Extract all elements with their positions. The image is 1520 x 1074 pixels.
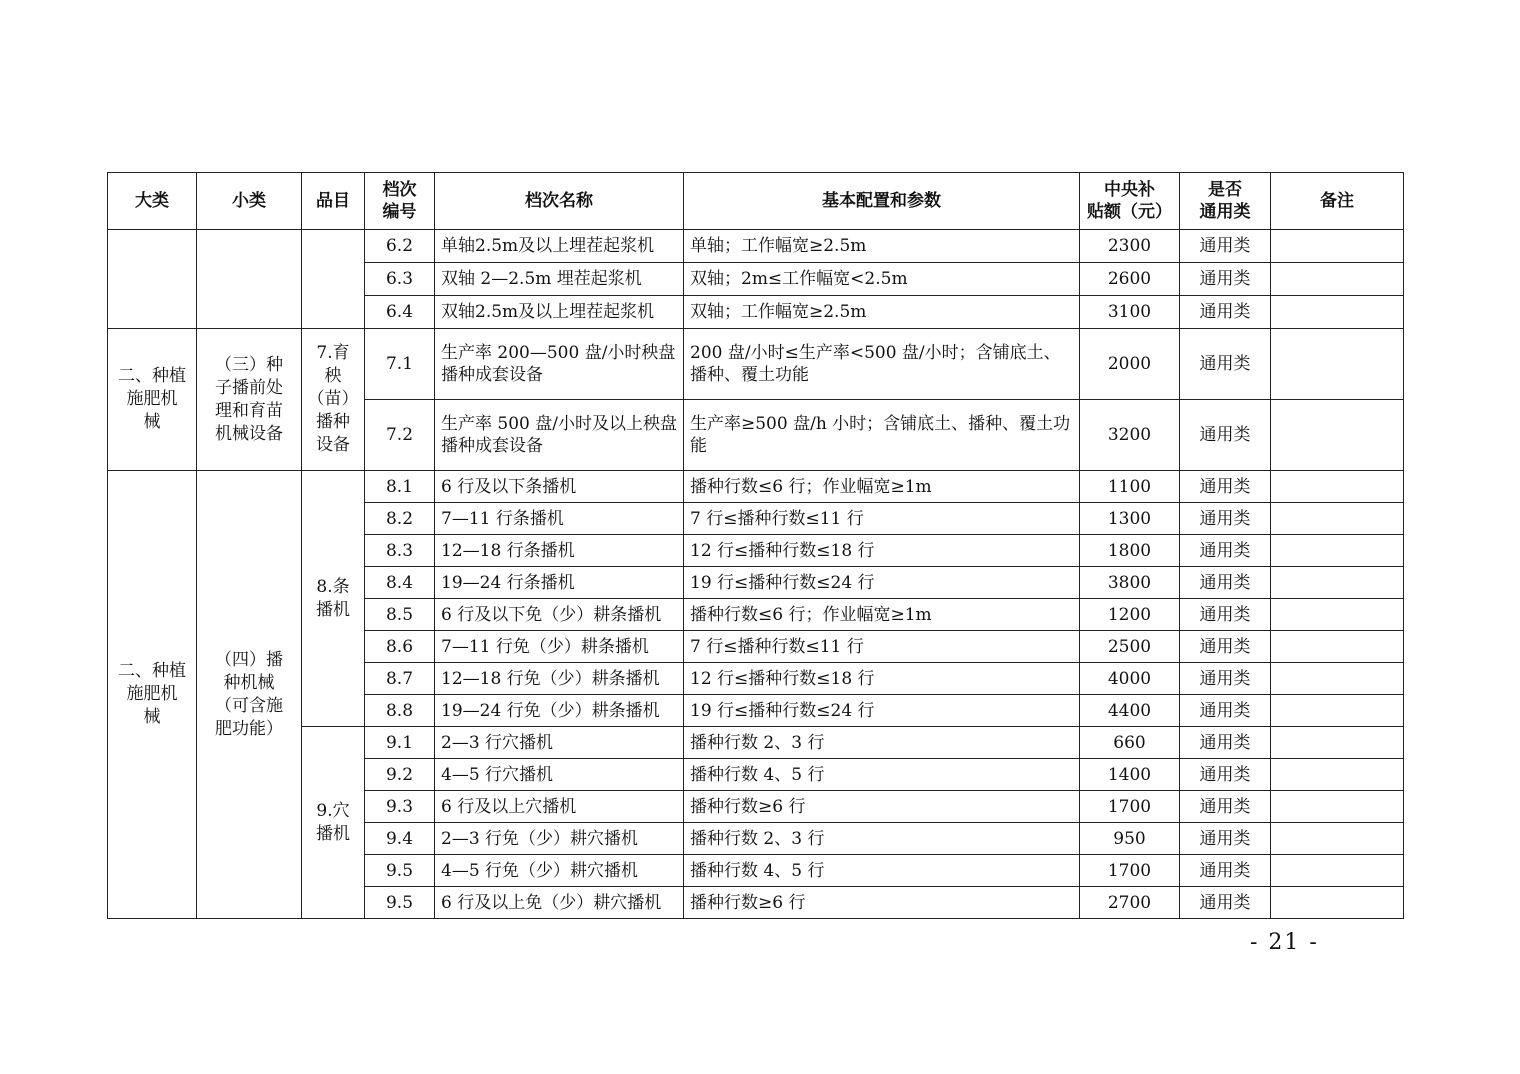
grade-name-cell: 6 行及以上穴播机: [435, 791, 684, 823]
spec-cell: 播种行数≥6 行: [684, 887, 1080, 919]
grade-name-cell: 4—5 行穴播机: [435, 759, 684, 791]
grade-code-cell: 7.2: [365, 400, 435, 471]
subsidy-amount-cell: 1200: [1080, 599, 1180, 631]
header-dalei: 大类: [108, 173, 197, 230]
header-peizhi: 基本配置和参数: [684, 173, 1080, 230]
general-type-cell: 通用类: [1180, 727, 1271, 759]
grade-code-cell: 8.2: [365, 503, 435, 535]
subsidy-amount-cell: 3100: [1080, 296, 1180, 329]
subcategory-cell: （三）种 子播前处 理和育苗 机械设备: [197, 329, 302, 471]
spec-cell: 200 盘/小时≤生产率<500 盘/小时；含铺底土、播种、覆土功能: [684, 329, 1080, 400]
grade-name-cell: 19—24 行免（少）耕条播机: [435, 695, 684, 727]
table-row: [108, 471, 1404, 503]
grade-code-cell: 9.4: [365, 823, 435, 855]
table-row: [108, 329, 1404, 400]
general-type-cell: 通用类: [1180, 887, 1271, 919]
subsidy-amount-cell: 3200: [1080, 400, 1180, 471]
general-type-cell: 通用类: [1180, 263, 1271, 296]
note-cell: [1271, 695, 1404, 727]
subsidy-amount-cell: 1100: [1080, 471, 1180, 503]
header-xiaolei: 小类: [197, 173, 302, 230]
item-cell: 7.育 秧 （苗） 播种 设备: [302, 329, 365, 471]
note-cell: [1271, 791, 1404, 823]
page-number: - 21 -: [1250, 930, 1319, 955]
general-type-cell: 通用类: [1180, 503, 1271, 535]
note-cell: [1271, 599, 1404, 631]
grade-code-cell: 8.1: [365, 471, 435, 503]
header-row: [108, 173, 1404, 230]
general-type-cell: 通用类: [1180, 567, 1271, 599]
general-type-cell: 通用类: [1180, 759, 1271, 791]
note-cell: [1271, 471, 1404, 503]
spec-cell: 播种行数≥6 行: [684, 791, 1080, 823]
spec-cell: 播种行数 4、5 行: [684, 759, 1080, 791]
grade-code-cell: 6.3: [365, 263, 435, 296]
general-type-cell: 通用类: [1180, 823, 1271, 855]
general-type-cell: 通用类: [1180, 599, 1271, 631]
subsidy-amount-cell: 1400: [1080, 759, 1180, 791]
grade-name-cell: 双轴2.5m及以上埋茬起浆机: [435, 296, 684, 329]
spec-cell: 双轴；工作幅宽≥2.5m: [684, 296, 1080, 329]
subsidy-amount-cell: 1700: [1080, 855, 1180, 887]
item-cell: [302, 230, 365, 329]
note-cell: [1271, 503, 1404, 535]
subsidy-amount-cell: 1800: [1080, 535, 1180, 567]
subsidy-table: [107, 172, 1404, 919]
grade-code-cell: 9.1: [365, 727, 435, 759]
note-cell: [1271, 727, 1404, 759]
grade-code-cell: 9.2: [365, 759, 435, 791]
subcategory-cell: [197, 230, 302, 329]
subsidy-amount-cell: 2700: [1080, 887, 1180, 919]
general-type-cell: 通用类: [1180, 400, 1271, 471]
item-cell: 9.穴 播机: [302, 727, 365, 919]
grade-name-cell: 6 行及以下条播机: [435, 471, 684, 503]
subsidy-amount-cell: 2600: [1080, 263, 1180, 296]
grade-code-cell: 8.4: [365, 567, 435, 599]
header-pinmu: 品目: [302, 173, 365, 230]
general-type-cell: 通用类: [1180, 329, 1271, 400]
note-cell: [1271, 663, 1404, 695]
header-tongyong: 是否 通用类: [1180, 173, 1271, 230]
item-cell: 8.条 播机: [302, 471, 365, 727]
header-mingcheng: 档次名称: [435, 173, 684, 230]
grade-name-cell: 6 行及以下免（少）耕条播机: [435, 599, 684, 631]
note-cell: [1271, 855, 1404, 887]
note-cell: [1271, 535, 1404, 567]
grade-code-cell: 6.2: [365, 230, 435, 263]
subsidy-amount-cell: 1300: [1080, 503, 1180, 535]
spec-cell: 播种行数 2、3 行: [684, 727, 1080, 759]
general-type-cell: 通用类: [1180, 791, 1271, 823]
spec-cell: 7 行≤播种行数≤11 行: [684, 631, 1080, 663]
subsidy-amount-cell: 950: [1080, 823, 1180, 855]
grade-name-cell: 生产率 200—500 盘/小时秧盘播种成套设备: [435, 329, 684, 400]
note-cell: [1271, 823, 1404, 855]
grade-code-cell: 9.3: [365, 791, 435, 823]
note-cell: [1271, 296, 1404, 329]
spec-cell: 19 行≤播种行数≤24 行: [684, 567, 1080, 599]
note-cell: [1271, 567, 1404, 599]
subsidy-amount-cell: 1700: [1080, 791, 1180, 823]
note-cell: [1271, 263, 1404, 296]
grade-name-cell: 4—5 行免（少）耕穴播机: [435, 855, 684, 887]
note-cell: [1271, 887, 1404, 919]
table-row: [108, 230, 1404, 263]
general-type-cell: 通用类: [1180, 296, 1271, 329]
category-cell: 二、种植 施肥机 械: [108, 329, 197, 471]
grade-name-cell: 生产率 500 盘/小时及以上秧盘播种成套设备: [435, 400, 684, 471]
subsidy-amount-cell: 4400: [1080, 695, 1180, 727]
subcategory-cell: （四）播 种机械 （可含施 肥功能）: [197, 471, 302, 919]
spec-cell: 播种行数≤6 行；作业幅宽≥1m: [684, 599, 1080, 631]
grade-code-cell: 8.6: [365, 631, 435, 663]
grade-code-cell: 6.4: [365, 296, 435, 329]
grade-name-cell: 12—18 行条播机: [435, 535, 684, 567]
general-type-cell: 通用类: [1180, 663, 1271, 695]
spec-cell: 7 行≤播种行数≤11 行: [684, 503, 1080, 535]
grade-name-cell: 单轴2.5m及以上埋茬起浆机: [435, 230, 684, 263]
subsidy-amount-cell: 660: [1080, 727, 1180, 759]
note-cell: [1271, 400, 1404, 471]
grade-code-cell: 8.5: [365, 599, 435, 631]
grade-name-cell: 6 行及以上免（少）耕穴播机: [435, 887, 684, 919]
note-cell: [1271, 631, 1404, 663]
table-row: [108, 727, 1404, 759]
spec-cell: 12 行≤播种行数≤18 行: [684, 535, 1080, 567]
grade-code-cell: 8.7: [365, 663, 435, 695]
general-type-cell: 通用类: [1180, 855, 1271, 887]
general-type-cell: 通用类: [1180, 695, 1271, 727]
subsidy-amount-cell: 2500: [1080, 631, 1180, 663]
note-cell: [1271, 329, 1404, 400]
grade-name-cell: 2—3 行穴播机: [435, 727, 684, 759]
note-cell: [1271, 759, 1404, 791]
spec-cell: 播种行数≤6 行；作业幅宽≥1m: [684, 471, 1080, 503]
category-cell: 二、种植 施肥机 械: [108, 471, 197, 919]
grade-name-cell: 7—11 行免（少）耕条播机: [435, 631, 684, 663]
spec-cell: 12 行≤播种行数≤18 行: [684, 663, 1080, 695]
subsidy-amount-cell: 4000: [1080, 663, 1180, 695]
spec-cell: 单轴；工作幅宽≥2.5m: [684, 230, 1080, 263]
subsidy-amount-cell: 3800: [1080, 567, 1180, 599]
grade-code-cell: 9.5: [365, 855, 435, 887]
header-beizhu: 备注: [1271, 173, 1404, 230]
grade-name-cell: 7—11 行条播机: [435, 503, 684, 535]
grade-name-cell: 19—24 行条播机: [435, 567, 684, 599]
note-cell: [1271, 230, 1404, 263]
spec-cell: 播种行数 4、5 行: [684, 855, 1080, 887]
grade-name-cell: 2—3 行免（少）耕穴播机: [435, 823, 684, 855]
spec-cell: 播种行数 2、3 行: [684, 823, 1080, 855]
grade-code-cell: 8.8: [365, 695, 435, 727]
general-type-cell: 通用类: [1180, 471, 1271, 503]
grade-code-cell: 9.5: [365, 887, 435, 919]
grade-code-cell: 7.1: [365, 329, 435, 400]
spec-cell: 19 行≤播种行数≤24 行: [684, 695, 1080, 727]
grade-name-cell: 12—18 行免（少）耕条播机: [435, 663, 684, 695]
subsidy-amount-cell: 2000: [1080, 329, 1180, 400]
spec-cell: 生产率≥500 盘/h 小时；含铺底土、播种、覆土功能: [684, 400, 1080, 471]
spec-cell: 双轴；2m≤工作幅宽<2.5m: [684, 263, 1080, 296]
subsidy-amount-cell: 2300: [1080, 230, 1180, 263]
header-butie: 中央补 贴额（元）: [1080, 173, 1180, 230]
category-cell: [108, 230, 197, 329]
general-type-cell: 通用类: [1180, 535, 1271, 567]
grade-code-cell: 8.3: [365, 535, 435, 567]
general-type-cell: 通用类: [1180, 230, 1271, 263]
header-bianhao: 档次 编号: [365, 173, 435, 230]
general-type-cell: 通用类: [1180, 631, 1271, 663]
grade-name-cell: 双轴 2—2.5m 埋茬起浆机: [435, 263, 684, 296]
